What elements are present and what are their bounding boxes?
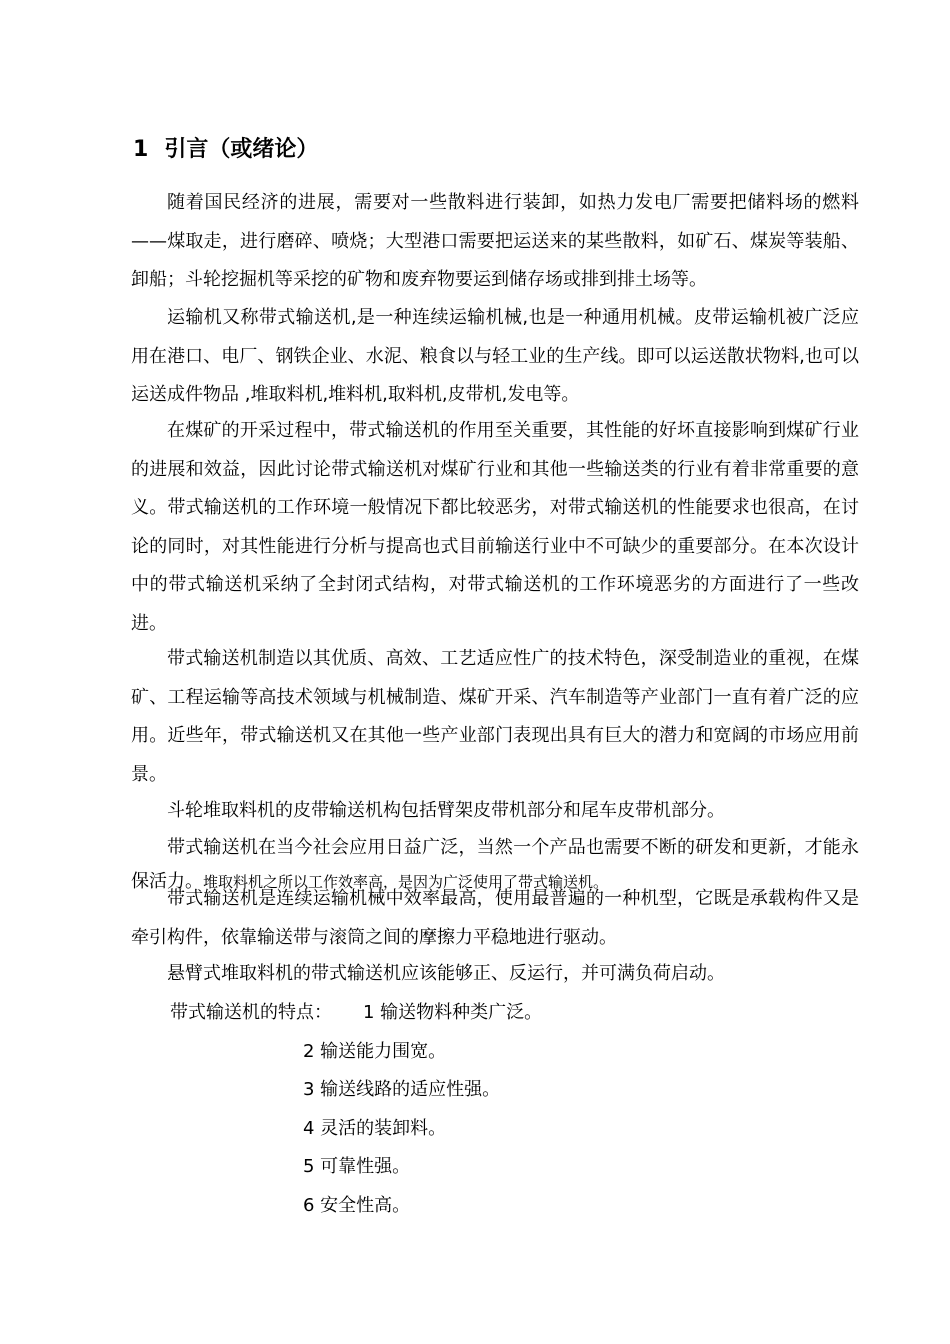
feature-item: 4 灵活的装卸料。 xyxy=(303,1117,447,1139)
features-lead: 带式输送机的特点： xyxy=(170,1002,332,1023)
features-list xyxy=(170,994,543,1216)
paragraph-7: 带式输送机是连续运输机械中效率最高，使用最普遍的一种机型，它既是承载构件又是牵引构件，依靠输送带与滚筒之间的摩擦力平稳地进行驱动。 xyxy=(131,888,859,948)
feature-item: 3 输送线路的适应性强。 xyxy=(303,1079,501,1100)
feature-item: 6 安全性高。 xyxy=(303,1194,411,1216)
paragraph-5: 斗轮堆取料机的皮带输送机构包括臂架皮带机部分和尾车皮带机部分。 xyxy=(167,800,725,821)
paragraph-2: 运输机又称带式输送机,是一种连续运输机械,也是一种通用机械。皮带运输机被广泛应用在港口、电厂、钢铁企业、水泥、粮食以与轻工业的生产线。即可以运送散状物料,也可以运送成件物品 ,堆取料机,堆料机,取料机,皮带机,发电等。 xyxy=(131,307,859,405)
section-heading xyxy=(133,134,318,166)
paragraph-6-main: 带式输送机在当今社会应用日益广泛，当然一个产品也需要不断的研发和更新，才能永保活力。 xyxy=(131,837,859,892)
section-title: 引言（或绪论） xyxy=(164,137,319,162)
paragraph-8: 悬臂式堆取料机的带式输送机应该能够正、反运行，并可满负荷启动。 xyxy=(167,963,725,984)
paragraph-4: 带式输送机制造以其优质、高效、工艺适应性广的技术特色，深受制造业的重视，在煤矿、工程运输等高技术领域与机械制造、煤矿开采、汽车制造等产业部门一直有着广泛的应用。近些年，带式输送机又在其他一些产业部门表现出具有巨大的潜力和宽阔的市场应用前景。 xyxy=(131,648,859,785)
paragraph-3: 在煤矿的开采过程中，带式输送机的作用至关重要，其性能的好坏直接影响到煤矿行业的进展和效益，因此讨论带式输送机对煤矿行业和其他一些输送类的行业有着非常重要的意义。带式输送机的工作环境一般情况下都比较恶劣，对带式输送机的性能要求也很高，在讨论的同时，对其性能进行分析与提高也式目前输送行业中不可缺少的重要部分。在本次设计中的带式输送机采纳了全封闭式结构，对带式输送机的工作环境恶劣的方面进行了一些改进。 xyxy=(131,420,859,634)
section-number: 1 xyxy=(133,137,149,162)
paragraph-6-note: 堆取料机之所以工作效率高，是因为广泛使用了带式输送机。 xyxy=(203,873,609,891)
feature-item: 2 输送能力围宽。 xyxy=(303,1040,447,1062)
feature-item: 1 输送物料种类广泛。 xyxy=(363,1002,543,1023)
paragraph-1: 随着国民经济的进展，需要对一些散料进行装卸，如热力发电厂需要把储料场的燃料——煤取走，进行磨碎、喷烧；大型港口需要把运送来的某些散料，如矿石、煤炭等装船、卸船；斗轮挖掘机等采挖的矿物和废弃物要运到储存场或排到排土场等。 xyxy=(131,192,859,290)
feature-item: 5 可靠性强。 xyxy=(303,1156,411,1177)
